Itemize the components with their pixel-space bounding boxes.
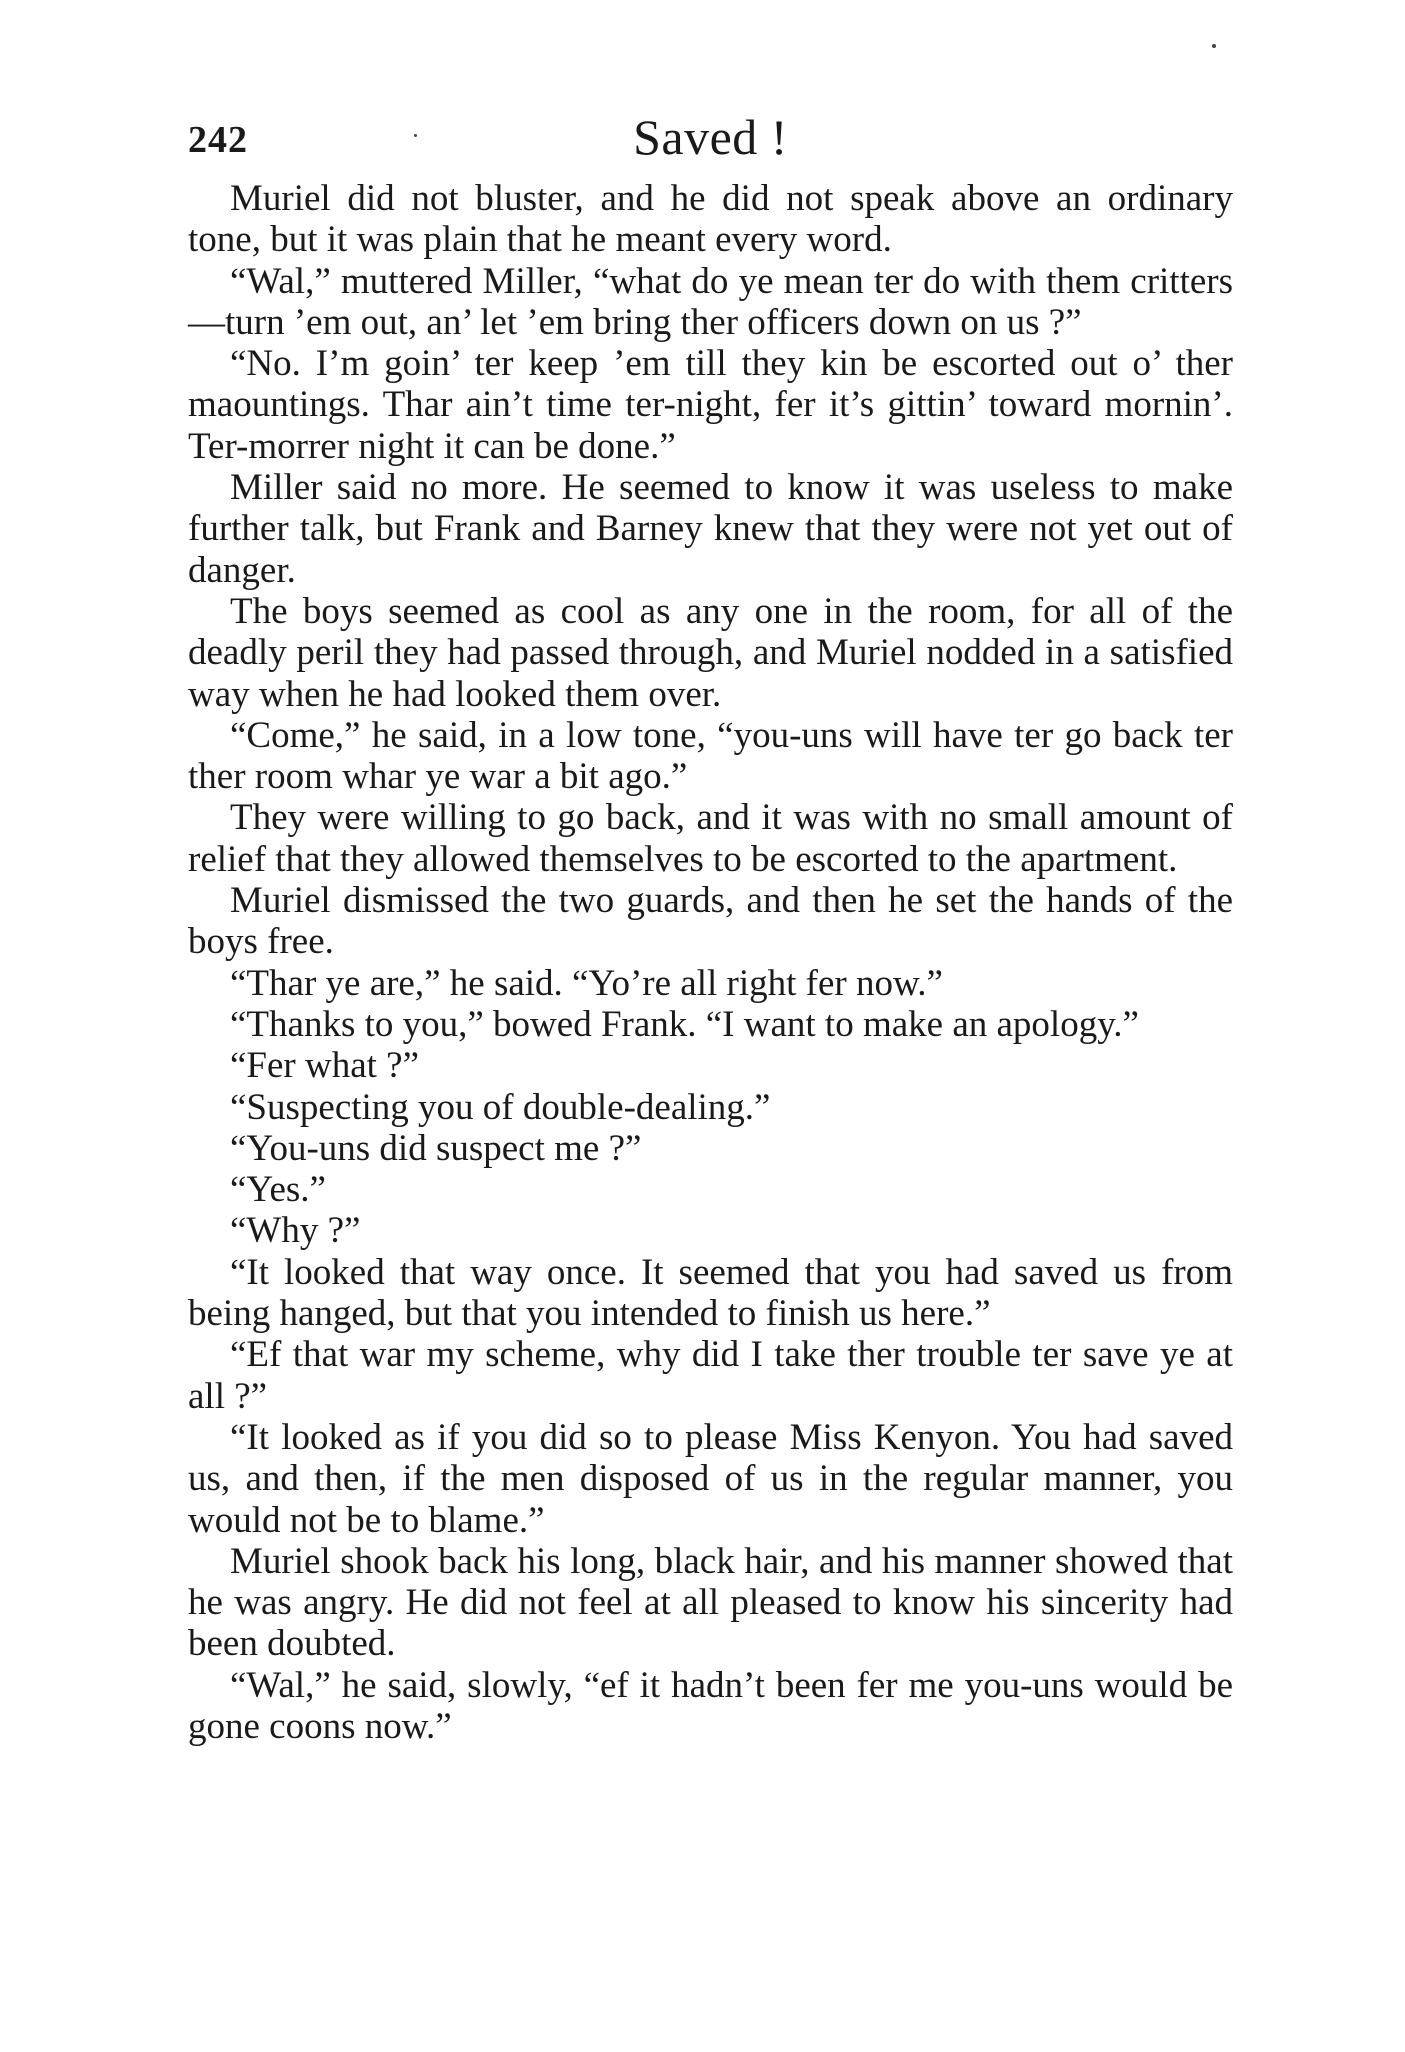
paragraph: Muriel shook back his long, black hair, and his manner showed that he was angry. He did not feel at all pleased to know his sincerity had been doubted. <box>188 1540 1233 1665</box>
paragraph: “Yes.” <box>230 1169 326 1211</box>
page-number: 242 <box>188 119 248 161</box>
paragraph: Miller said no more. He seemed to know it was useless to make further talk, but Frank and Barney knew that they were not yet out of danger. <box>188 467 1233 591</box>
paragraph: The boys seemed as cool as any one in the room, for all of the deadly peril they had passed through, and Muriel nodded in a satisfied way when he had looked them over. <box>188 590 1233 715</box>
paragraph: Muriel did not bluster, and he did not speak above an ordinary tone, but it was plain that he meant every word. <box>188 178 1233 261</box>
page-header <box>188 108 1233 178</box>
paragraph: “It looked that way once. It seemed that you had saved us from being hanged, but that you intended to finish us here.” <box>188 1251 1233 1335</box>
paragraph: “No. I’m goin’ ter keep ’em till they kin be escorted out o’ ther maountings. Thar ain’t time ter-night, fer it’s gittin’ toward mornin’. Ter-morrer night it can be done.” <box>188 343 1233 467</box>
scan-speck <box>1212 44 1216 48</box>
paragraph: “It looked as if you did so to please Miss Kenyon. You had saved us, and then, if the men disposed of us in the regular manner, you would not be to blame.” <box>188 1416 1233 1541</box>
paragraph: “Thar ye are,” he said. “Yo’re all right fer now.” <box>230 962 943 1004</box>
paragraph: “Ef that war my scheme, why did I take ther trouble ter save ye at all ?” <box>188 1334 1233 1417</box>
paragraph: “Wal,” muttered Miller, “what do ye mean ter do with them critters—turn ’em out, an’ let ’em bring ther officers down on us ?” <box>188 260 1233 343</box>
paragraph: “Thanks to you,” bowed Frank. “I want to make an apology.” <box>230 1003 1139 1045</box>
paragraph: “Why ?” <box>230 1210 361 1252</box>
body-text <box>188 178 1233 1747</box>
paragraph: They were willing to go back, and it was with no small amount of relief that they allowed themselves to be escorted to the apartment. <box>188 797 1233 880</box>
paragraph: “Wal,” he said, slowly, “ef it hadn’t been fer me you-uns would be gone coons now.” <box>188 1664 1233 1747</box>
book-page <box>188 108 1233 1747</box>
paragraph: “Fer what ?” <box>230 1045 420 1087</box>
paragraph: Muriel dismissed the two guards, and then he set the hands of the boys free. <box>188 880 1233 963</box>
paragraph: “Suspecting you of double-dealing.” <box>230 1086 771 1128</box>
paragraph: “You-uns did suspect me ?” <box>230 1127 642 1169</box>
paragraph: “Come,” he said, in a low tone, “you-uns will have ter go back ter ther room whar ye war a bit ago.” <box>188 714 1233 798</box>
running-title: Saved ! <box>633 109 788 165</box>
